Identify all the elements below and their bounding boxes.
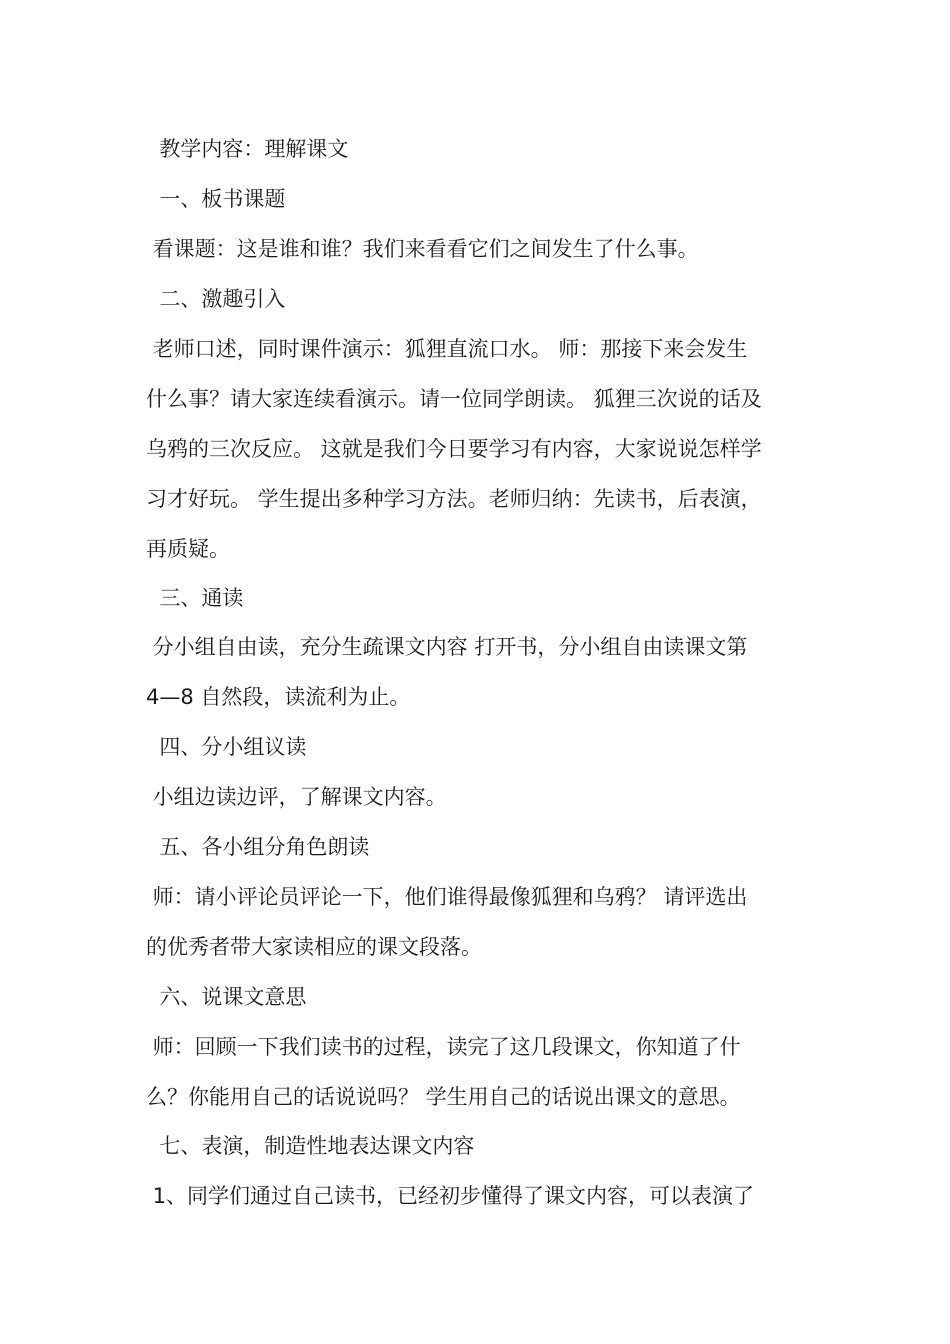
text-line: 看课题：这是谁和谁？我们来看看它们之间发生了什么事。	[146, 237, 699, 261]
text-line: 习才好玩。 学生提出多种学习方法。老师归纳：先读书，后表演，	[146, 487, 762, 511]
text-line: 1、同学们通过自己读书，已经初步懂得了课文内容，可以表演了	[146, 1184, 755, 1208]
text-line: 乌鸦的三次反应。 这就是我们今日要学习有内容，大家说说怎样学	[146, 437, 762, 461]
section-heading: 五、各小组分角色朗读	[146, 835, 370, 859]
text-line: 么？你能用自己的话说说吗？ 学生用自己的话说出课文的意思。	[146, 1085, 741, 1109]
section-heading: 二、激趣引入	[146, 287, 286, 311]
text-line: 教学内容：理解课文	[146, 137, 349, 161]
text-line: 4—8 自然段，读流利为止。	[146, 685, 411, 709]
section-heading: 六、说课文意思	[146, 985, 307, 1009]
text-line: 师：请小评论员评论一下，他们谁得最像狐狸和乌鸦？ 请评选出	[146, 885, 748, 909]
section-heading: 四、分小组议读	[146, 735, 307, 759]
section-heading: 一、板书课题	[146, 187, 286, 211]
text-line: 分小组自由读，充分生疏课文内容 打开书，分小组自由读课文第	[146, 635, 748, 659]
text-line: 小组边读边评，了解课文内容。	[146, 785, 447, 809]
text-line: 再质疑。	[146, 537, 230, 561]
text-line: 师：回顾一下我们读书的过程，读完了这几段课文，你知道了什	[146, 1035, 741, 1059]
section-heading: 三、通读	[146, 586, 244, 610]
text-line: 老师口述，同时课件演示：狐狸直流口水。 师：那接下来会发生	[146, 337, 748, 361]
text-line: 的优秀者带大家读相应的课文段落。	[146, 935, 482, 959]
text-line: 什么事？请大家连续看演示。请一位同学朗读。 狐狸三次说的话及	[146, 387, 762, 411]
section-heading: 七、表演，制造性地表达课文内容	[146, 1134, 475, 1158]
